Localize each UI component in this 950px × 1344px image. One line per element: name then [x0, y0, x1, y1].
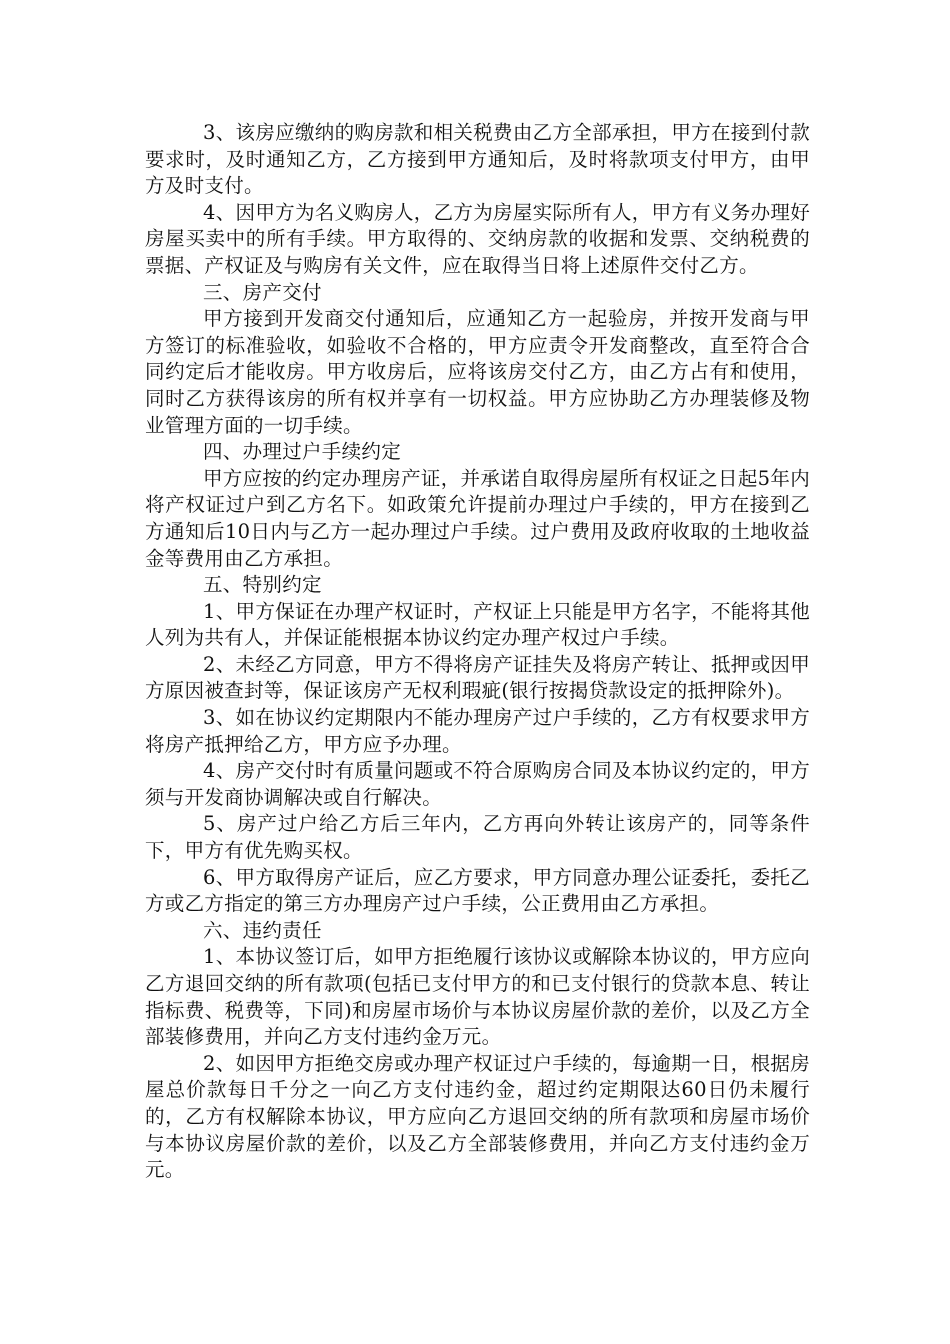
- paragraph-special-2: 2、未经乙方同意，甲方不得将房产证挂失及将房产转让、抵押或因甲方原因被查封等，保证该房产无权利瑕疵(银行按揭贷款设定的抵押除外)。: [145, 652, 810, 703]
- paragraph-liability-2: 2、如因甲方拒绝交房或办理产权证过户手续的，每逾期一日，根据房屋总价款每日千分之一向乙方支付违约金，超过约定期限达60日仍未履行的，乙方有权解除本协议，甲方应向乙方退回交纳的所有款项和房屋市场价与本协议房屋价款的差价，以及乙方全部装修费用，并向乙方支付违约金万元。: [145, 1051, 810, 1182]
- paragraph-special-6: 6、甲方取得房产证后，应乙方要求，甲方同意办理公证委托，委托乙方或乙方指定的第三方办理房产过户手续，公正费用由乙方承担。: [145, 865, 810, 916]
- section-heading-transfer: 四、办理过户手续约定: [203, 440, 402, 464]
- paragraph-special-5: 5、房产过户给乙方后三年内，乙方再向外转让该房产的，同等条件下，甲方有优先购买权。: [145, 812, 810, 863]
- section-heading-special: 五、特别约定: [203, 573, 322, 597]
- paragraph-special-1: 1、甲方保证在办理产权证时，产权证上只能是甲方名字，不能将其他人列为共有人，并保证能根据本协议约定办理产权过户手续。: [145, 599, 810, 650]
- paragraph-clause-4: 4、因甲方为名义购房人，乙方为房屋实际所有人，甲方有义务办理好房屋买卖中的所有手续。甲方取得的、交纳房款的收据和发票、交纳税费的票据、产权证及与购房有关文件，应在取得当日将上述原件交付乙方。: [145, 200, 810, 277]
- section-heading-liability: 六、违约责任: [203, 918, 322, 942]
- paragraph-clause-3: 3、该房应缴纳的购房款和相关税费由乙方全部承担，甲方在接到付款要求时，及时通知乙方，乙方接到甲方通知后，及时将款项支付甲方，由甲方及时支付。: [145, 121, 810, 198]
- paragraph-special-3: 3、如在协议约定期限内不能办理房产过户手续的，乙方有权要求甲方将房产抵押给乙方，甲方应予办理。: [145, 706, 810, 756]
- paragraph-special-4: 4、房产交付时有质量问题或不符合原购房合同及本协议约定的，甲方须与开发商协调解决或自行解决。: [145, 759, 810, 809]
- paragraph-liability-1: 1、本协议签订后，如甲方拒绝履行该协议或解除本协议的，甲方应向乙方退回交纳的所有款项(包括已支付甲方的和已支付银行的贷款本息、转让指标费、税费等，下同)和房屋市场价与本协议房屋价款的差价，以及乙方全部装修费用，并向乙方支付违约金万元。: [145, 945, 810, 1049]
- paragraph-delivery: 甲方接到开发商交付通知后，应通知乙方一起验房，并按开发商与甲方签订的标准验收，如验收不合格的，甲方应责令开发商整改，直至符合合同约定后才能收房。甲方收房后，应将该房交付乙方，由乙方占有和使用，同时乙方获得该房的所有权并享有一切权益。甲方应协助乙方办理装修及物业管理方面的一切手续。: [145, 307, 810, 437]
- document-body: [145, 120, 810, 1184]
- paragraph-transfer: 甲方应按的约定办理房产证，并承诺自取得房屋所有权证之日起5年内将产权证过户到乙方名下。如政策允许提前办理过户手续的，甲方在接到乙方通知后10日内与乙方一起办理过户手续。过户费用及政府收取的土地收益金等费用由乙方承担。: [145, 466, 810, 570]
- section-heading-delivery: 三、房产交付: [203, 280, 322, 304]
